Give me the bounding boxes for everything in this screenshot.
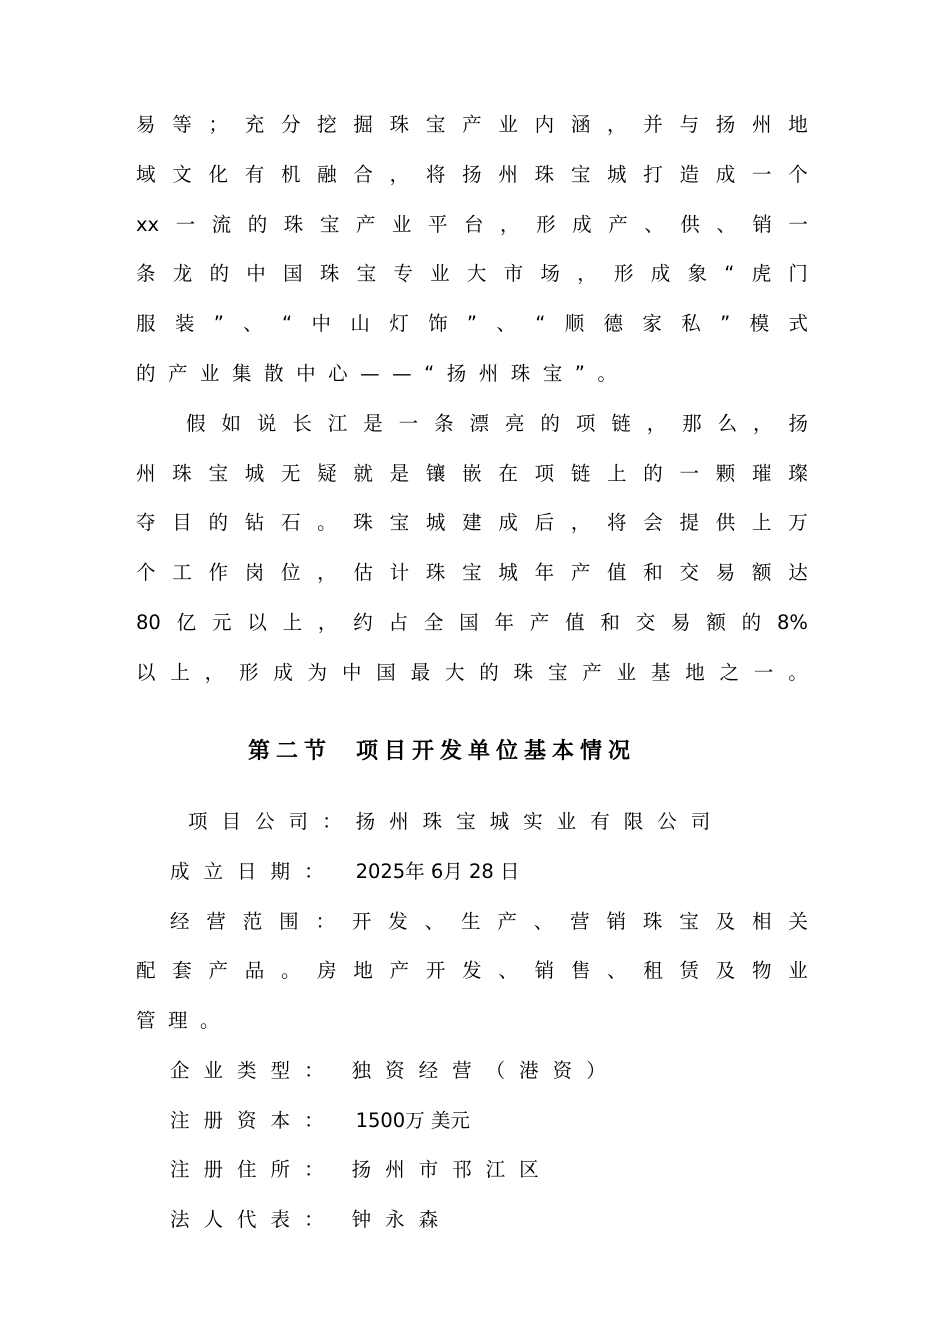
- paragraph2-line-4: 个 工 作 岗 位 ， 估 计 珠 宝 城 年 产 值 和 交 易 额 达: [136, 561, 808, 584]
- capital-value: 1500万 美元: [355, 1109, 470, 1132]
- type-row: [170, 1059, 634, 1083]
- paragraph2-line-6: 以 上 ， 形 成 为 中 国 最 大 的 珠 宝 产 业 基 地 之 一 。: [136, 661, 808, 684]
- type-value: 独 资 经 营 （ 港 资 ）: [351, 1059, 606, 1082]
- scope-line-3: 管 理 。: [136, 1009, 220, 1032]
- type-label: 企 业 类 型 ：: [170, 1059, 324, 1082]
- representative-row: [170, 1208, 466, 1232]
- paragraph1-line-1: 易 等 ； 充 分 挖 掘 珠 宝 产 业 内 涵 ， 并 与 扬 州 地: [136, 113, 808, 136]
- founded-value: 2025年 6月 28 日: [355, 860, 520, 883]
- address-label: 注 册 住 所 ：: [170, 1158, 324, 1181]
- representative-label: 法 人 代 表 ：: [170, 1208, 324, 1231]
- paragraph2-line-1: 假 如 说 长 江 是 一 条 漂 亮 的 项 链 ， 那 么 ， 扬: [186, 412, 808, 435]
- paragraph2-line-5: 80 亿 元 以 上 ， 约 占 全 国 年 产 值 和 交 易 额 的 8%: [136, 611, 808, 634]
- paragraph1-line-6: 的 产 业 集 散 中 心 — — “ 扬 州 珠 宝 ” 。: [136, 362, 617, 385]
- founded-label: 成 立 日 期 ：: [170, 860, 324, 883]
- paragraph1-line-4: 条 龙 的 中 国 珠 宝 专 业 大 市 场 ， 形 成 象 “ 虎 门: [136, 262, 808, 285]
- company-line: 项 目 公 司 ： 扬 州 珠 宝 城 实 业 有 限 公 司: [188, 810, 711, 833]
- section-title: 项目开发单位基本情况: [356, 739, 637, 764]
- founded-row: [170, 860, 534, 884]
- section-number: 第二节: [248, 739, 333, 764]
- capital-row: [170, 1109, 484, 1133]
- paragraph2-line-2: 州 珠 宝 城 无 疑 就 是 镶 嵌 在 项 链 上 的 一 颗 璀 璨: [136, 462, 808, 485]
- address-value: 扬 州 市 邗 江 区: [351, 1158, 539, 1181]
- paragraph1-line-3: xx 一 流 的 珠 宝 产 业 平 台 ， 形 成 产 、 供 、 销 一: [136, 213, 808, 236]
- representative-value: 钟 永 森: [351, 1208, 439, 1231]
- paragraph2-line-3: 夺 目 的 钻 石 。 珠 宝 城 建 成 后 ， 将 会 提 供 上 万: [136, 511, 808, 534]
- paragraph1-line-2: 域 文 化 有 机 融 合 ， 将 扬 州 珠 宝 城 打 造 成 一 个: [136, 163, 808, 186]
- capital-label: 注 册 资 本 ：: [170, 1109, 324, 1132]
- address-row: [170, 1158, 567, 1182]
- scope-line-2: 配 套 产 品 。 房 地 产 开 发 、 销 售 、 租 赁 及 物 业: [136, 959, 808, 982]
- paragraph1-line-5: 服 装 ” 、 “ 中 山 灯 饰 ” 、 “ 顺 德 家 私 ” 模 式: [136, 312, 808, 335]
- section-heading: [248, 734, 636, 764]
- scope-line-1: 经 营 范 围 ： 开 发 、 生 产 、 营 销 珠 宝 及 相 关: [170, 910, 808, 933]
